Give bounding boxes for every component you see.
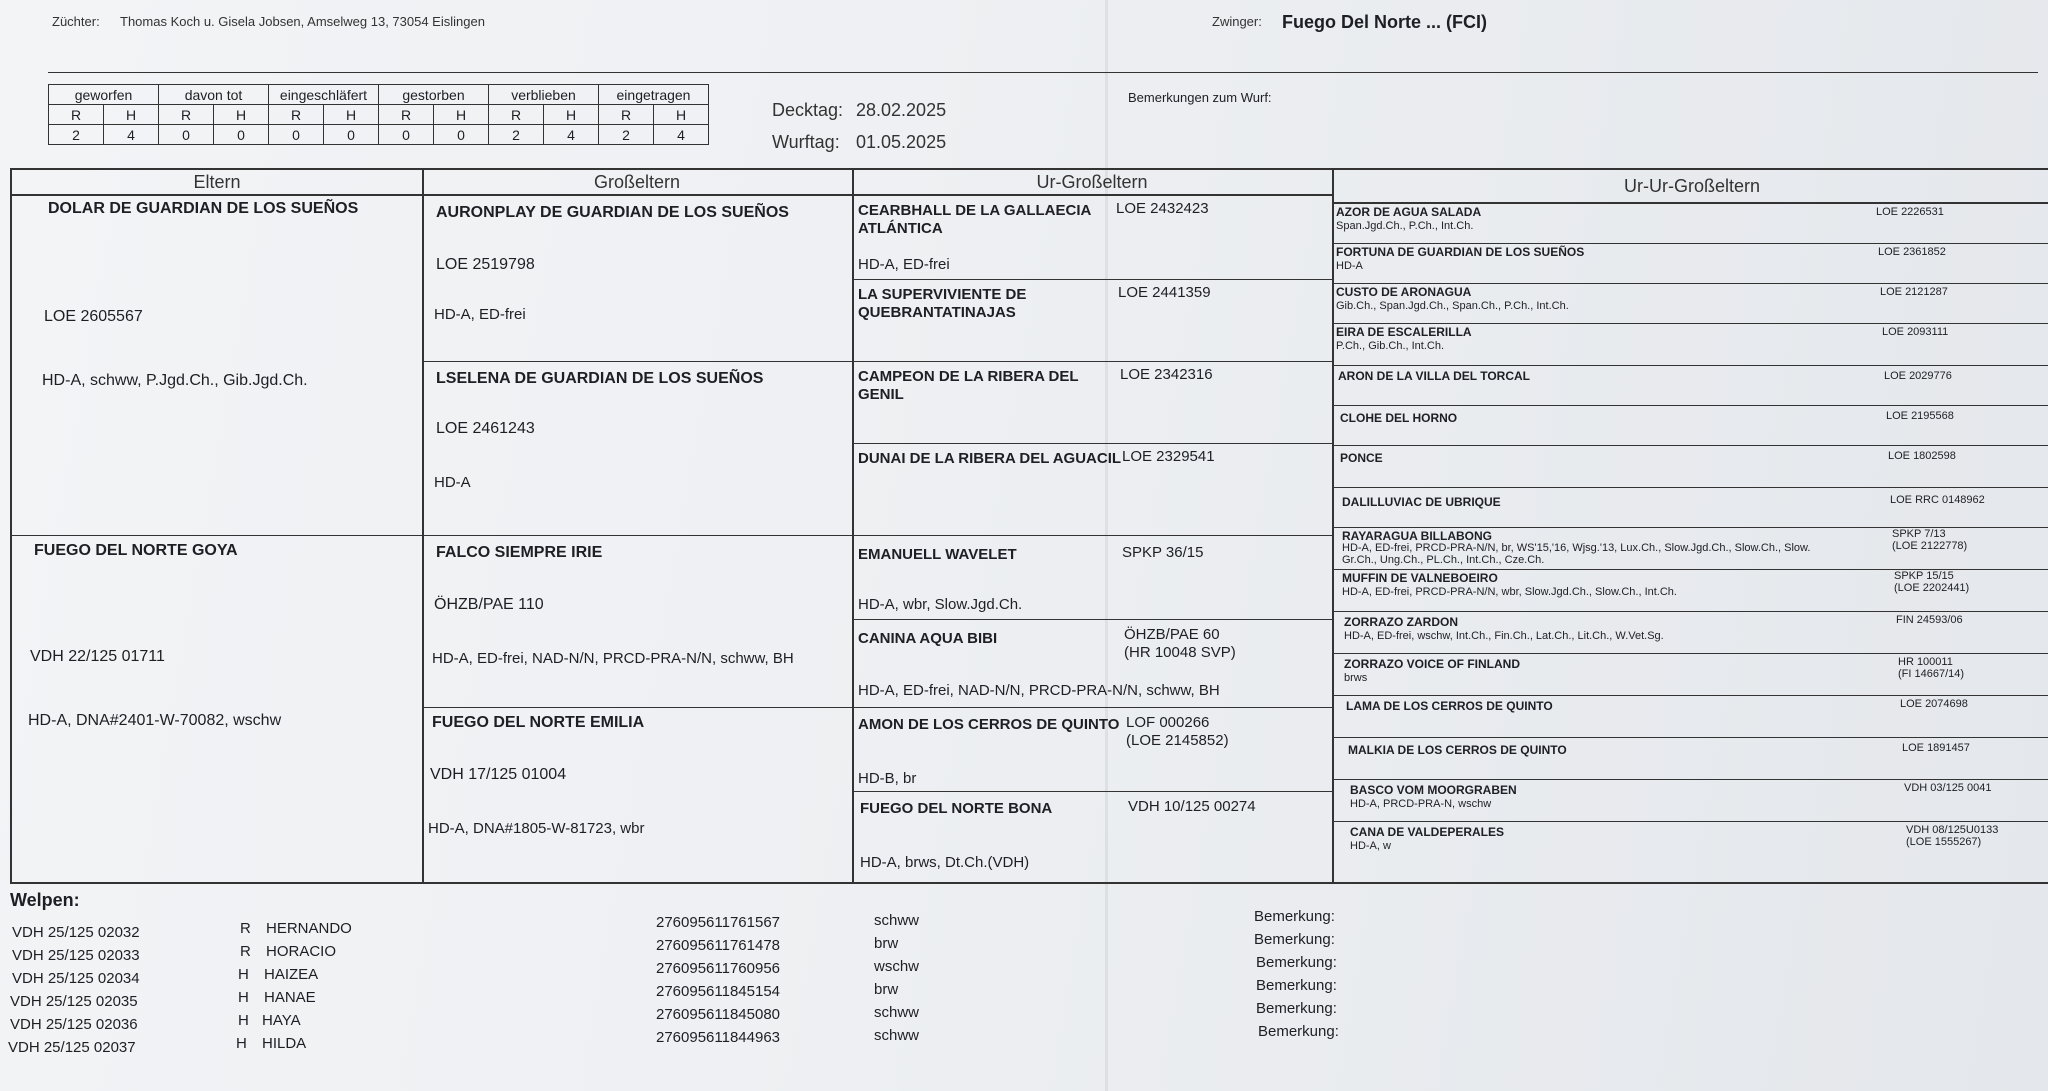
stats-sub: H — [654, 105, 709, 125]
stats-group: eingeschläfert — [269, 85, 379, 105]
gg-grandparent-reg: FIN 24593/06 — [1896, 614, 1963, 626]
puppy-remark-label: Bemerkung: — [1258, 1023, 1339, 1040]
stats-value-row — [49, 125, 709, 145]
gg-grandparent-name: PONCE — [1340, 451, 1383, 465]
great-grandparent-cell — [852, 362, 1332, 444]
puppies-title: Welpen: — [10, 890, 80, 910]
puppy-color: brw — [874, 981, 899, 998]
column-header-grandparents: Großeltern — [422, 170, 852, 196]
stats-value: 4 — [654, 125, 709, 145]
gg-grandparent-reg: SPKP 15/15 — [1894, 570, 1954, 582]
grandparent-name: AURONPLAY DE GUARDIAN DE LOS SUEÑOS — [436, 204, 789, 221]
puppy-remark-label: Bemerkung: — [1256, 1000, 1337, 1017]
gg-grandparent-cell — [1332, 406, 2048, 446]
puppy-chip: 276095611761478 — [656, 937, 781, 954]
gg-grandparent-cell — [1332, 324, 2048, 366]
great-grandparent-reg: VDH 10/125 00274 — [1128, 798, 1256, 815]
great-grandparent-name-cont: GENIL — [858, 386, 904, 403]
mating-date-label: Decktag: — [772, 100, 844, 120]
gg-grandparent-reg: LOE 1891457 — [1902, 742, 1970, 754]
gg-grandparent-name: MUFFIN DE VALNEBOEIRO — [1342, 571, 1498, 585]
puppy-chip: 276095611845080 — [656, 1006, 781, 1023]
birth-date-label: Wurftag: — [772, 132, 840, 152]
great-grandparent-name: CAMPEON DE LA RIBERA DEL — [858, 368, 1079, 385]
stats-group: davon tot — [159, 85, 269, 105]
grandparent-info: HD-A, ED-frei, NAD-N/N, PRCD-PRA-N/N, schww, BH — [432, 650, 794, 667]
gg-grandparent-cell — [1332, 446, 2048, 488]
great-grandparent-name: AMON DE LOS CERROS DE QUINTO — [858, 716, 1120, 733]
gg-grandparent-info: P.Ch., Gib.Ch., Int.Ch. — [1336, 340, 1445, 352]
parent-cell-dam — [12, 536, 422, 880]
stats-sub: R — [49, 105, 104, 125]
gg-grandparent-cell — [1332, 570, 2048, 612]
gg-grandparent-reg-alt: (LOE 2202441) — [1894, 582, 1970, 594]
litter-remarks-label: Bemerkungen zum Wurf: — [1128, 90, 1272, 105]
gg-grandparent-cell — [1332, 780, 2048, 822]
great-grandparent-reg: LOE 2441359 — [1118, 284, 1211, 301]
parent-info: HD-A, schww, P.Jgd.Ch., Gib.Jgd.Ch. — [42, 372, 308, 389]
gg-grandparent-reg: VDH 03/125 0041 — [1904, 782, 1992, 794]
gg-grandparent-name: CLOHE DEL HORNO — [1340, 411, 1458, 425]
great-grandparent-reg: LOE 2329541 — [1122, 448, 1215, 465]
puppy-reg: VDH 25/125 02037 — [8, 1039, 136, 1056]
gg-grandparent-name: ZORRAZO VOICE OF FINLAND — [1344, 657, 1520, 671]
puppy-sex: H — [238, 966, 249, 983]
parent-reg: LOE 2605567 — [44, 308, 143, 325]
puppy-sex: R — [240, 920, 251, 937]
stats-sub: H — [104, 105, 159, 125]
great-grandparent-cell — [852, 620, 1332, 708]
grandparent-reg: LOE 2461243 — [436, 420, 535, 437]
gg-grandparent-reg: LOE 2226531 — [1876, 206, 1944, 218]
stats-value: 0 — [324, 125, 379, 145]
stats-sub: H — [324, 105, 379, 125]
gg-grandparent-cell — [1332, 738, 2048, 780]
gg-grandparent-name: FORTUNA DE GUARDIAN DE LOS SUEÑOS — [1336, 245, 1585, 259]
stats-sub: H — [434, 105, 489, 125]
great-grandparent-reg: LOF 000266 — [1126, 714, 1210, 731]
gg-grandparent-name: ZORRAZO ZARDON — [1344, 615, 1458, 629]
great-grandparent-info: HD-A, ED-frei — [858, 256, 950, 273]
puppy-reg: VDH 25/125 02034 — [12, 970, 140, 987]
stats-value: 2 — [49, 125, 104, 145]
kennel-value: Fuego Del Norte ... (FCI) — [1282, 12, 1487, 32]
gg-grandparent-reg: LOE 2361852 — [1878, 246, 1946, 258]
gg-grandparent-reg: HR 100011 — [1898, 656, 1953, 668]
great-grandparent-cell — [852, 792, 1332, 880]
column-header-great-grandparents: Ur-Großeltern — [852, 170, 1332, 196]
header-rule — [48, 72, 2038, 73]
gg-grandparents-column — [1332, 170, 2048, 882]
great-grandparent-name: LA SUPERVIVIENTE DE — [858, 286, 1027, 303]
stats-value: 2 — [599, 125, 654, 145]
puppy-reg: VDH 25/125 02032 — [12, 924, 140, 941]
puppy-reg: VDH 25/125 02036 — [10, 1016, 138, 1033]
stats-sub: R — [599, 105, 654, 125]
puppy-name: HANAE — [264, 989, 316, 1006]
stats-sub: R — [379, 105, 434, 125]
great-grandparent-name: DUNAI DE LA RIBERA DEL AGUACIL — [858, 450, 1122, 467]
puppy-remark-label: Bemerkung: — [1254, 908, 1335, 925]
gg-grandparent-info: HD-A, ED-frei, PRCD-PRA-N/N, br, WS'15,'16, Wjsg.'13, Lux.Ch., Slow.Jgd.Ch., Slow.Ch., Slow. — [1342, 542, 1811, 554]
great-grandparent-reg: SPKP 36/15 — [1122, 544, 1204, 561]
great-grandparent-reg: ÖHZB/PAE 60 — [1124, 626, 1220, 643]
puppy-sex: R — [240, 943, 251, 960]
great-grandparent-cell — [852, 444, 1332, 536]
stats-value: 0 — [379, 125, 434, 145]
great-grandparent-name: CEARBHALL DE LA GALLAECIA — [858, 202, 1092, 219]
gg-grandparent-info: HD-A, w — [1350, 840, 1391, 852]
gg-grandparent-cell — [1332, 612, 2048, 654]
gg-grandparent-info: HD-A, PRCD-PRA-N, wschw — [1350, 798, 1492, 810]
puppy-color: schww — [874, 1027, 920, 1044]
puppy-reg: VDH 25/125 02033 — [12, 947, 140, 964]
great-grandparent-info: HD-A, brws, Dt.Ch.(VDH) — [860, 854, 1030, 871]
great-grandparent-info: HD-A, ED-frei, NAD-N/N, PRCD-PRA-N/N, schww, BH — [858, 682, 1220, 699]
puppy-name: HILDA — [262, 1035, 307, 1052]
parents-column — [12, 170, 424, 882]
stats-value: 4 — [544, 125, 599, 145]
parent-name: FUEGO DEL NORTE GOYA — [34, 542, 238, 559]
puppy-reg: VDH 25/125 02035 — [10, 993, 138, 1010]
birth-date-value: 01.05.2025 — [856, 132, 947, 152]
gg-grandparent-info-cont: Gr.Ch., Ung.Ch., PL.Ch., Int.Ch., Cze.Ch. — [1342, 554, 1545, 566]
grandparent-info: HD-A, DNA#1805-W-81723, wbr — [428, 820, 645, 837]
gg-grandparent-cell — [1332, 244, 2048, 284]
column-header-gg-grandparents: Ur-Ur-Großeltern — [1332, 170, 2048, 204]
grandparents-column — [422, 170, 854, 882]
great-grandparent-cell — [852, 536, 1332, 620]
puppy-name: HAIZEA — [264, 966, 319, 983]
puppy-color: wschw — [874, 958, 920, 975]
puppy-remark-label: Bemerkung: — [1256, 954, 1337, 971]
grandparent-cell — [422, 196, 852, 362]
great-grandparent-cell — [852, 708, 1332, 792]
gg-grandparent-reg: LOE 2029776 — [1884, 370, 1952, 382]
gg-grandparent-name: EIRA DE ESCALERILLA — [1336, 325, 1472, 339]
stats-group: geworfen — [49, 85, 159, 105]
stats-group: verblieben — [489, 85, 599, 105]
puppy-chip: 276095611761567 — [656, 914, 781, 931]
great-grandparent-info: HD-A, wbr, Slow.Jgd.Ch. — [858, 596, 1023, 613]
puppy-color: schww — [874, 1004, 920, 1021]
grandparent-reg: VDH 17/125 01004 — [430, 766, 567, 783]
puppy-name: HAYA — [262, 1012, 301, 1029]
grandparent-reg: LOE 2519798 — [436, 256, 535, 273]
stats-value: 2 — [489, 125, 544, 145]
gg-grandparent-info: HD-A, ED-frei, PRCD-PRA-N/N, wbr, Slow.Jgd.Ch., Slow.Ch., Int.Ch. — [1342, 586, 1677, 598]
parent-name: DOLAR DE GUARDIAN DE LOS SUEÑOS — [48, 200, 359, 217]
gg-grandparent-name: MALKIA DE LOS CERROS DE QUINTO — [1348, 743, 1567, 757]
grandparent-cell — [422, 536, 852, 708]
stats-value: 0 — [159, 125, 214, 145]
stats-sub-row — [49, 105, 709, 125]
great-grandparent-name: EMANUELL WAVELET — [858, 546, 1017, 563]
gg-grandparent-name: LAMA DE LOS CERROS DE QUINTO — [1346, 699, 1553, 713]
gg-grandparent-reg: SPKP 7/13 — [1892, 528, 1946, 540]
grandparent-cell — [422, 362, 852, 536]
stats-value: 0 — [434, 125, 489, 145]
gg-grandparent-info: HD-A, ED-frei, wschw, Int.Ch., Fin.Ch., Lat.Ch., Lit.Ch., W.Vet.Sg. — [1344, 630, 1664, 642]
gg-grandparent-name: AZOR DE AGUA SALADA — [1336, 205, 1482, 219]
parent-info: HD-A, DNA#2401-W-70082, wschw — [28, 712, 282, 729]
stats-sub: R — [269, 105, 324, 125]
gg-grandparent-reg: LOE 2093111 — [1882, 326, 1949, 338]
gg-grandparent-cell — [1332, 822, 2048, 880]
puppy-color: schww — [874, 912, 920, 929]
gg-grandparent-reg: LOE 2195568 — [1886, 410, 1954, 422]
stats-group-row — [49, 85, 709, 105]
great-grandparent-reg-alt: (LOE 2145852) — [1126, 732, 1229, 749]
parent-cell-sire — [12, 196, 422, 536]
stats-sub: H — [214, 105, 269, 125]
stats-value: 0 — [269, 125, 324, 145]
gg-grandparent-reg: LOE 1802598 — [1888, 450, 1956, 462]
great-grandparent-name-cont: QUEBRANTATINAJAS — [858, 304, 1016, 321]
great-grandparent-info: HD-B, br — [858, 770, 917, 787]
puppy-sex: H — [238, 1012, 249, 1029]
grandparent-info: HD-A, ED-frei — [434, 306, 526, 323]
great-grandparent-cell — [852, 196, 1332, 280]
stats-group: eingetragen — [599, 85, 709, 105]
breeder-value: Thomas Koch u. Gisela Jobsen, Amselweg 13, 73054 Eislingen — [120, 14, 485, 29]
gg-grandparent-cell — [1332, 528, 2048, 570]
gg-grandparent-cell — [1332, 284, 2048, 324]
stats-value: 0 — [214, 125, 269, 145]
gg-grandparent-info: Gib.Ch., Span.Jgd.Ch., Span.Ch., P.Ch., Int.Ch. — [1336, 300, 1569, 312]
grandparent-cell — [422, 708, 852, 880]
gg-grandparent-cell — [1332, 696, 2048, 738]
gg-grandparent-reg-alt: (LOE 2122778) — [1892, 540, 1968, 552]
puppy-color: brw — [874, 935, 899, 952]
gg-grandparent-info: HD-A — [1336, 260, 1363, 272]
puppy-name: HERNANDO — [266, 920, 352, 937]
stats-sub: R — [159, 105, 214, 125]
gg-grandparent-reg: LOE 2121287 — [1880, 286, 1948, 298]
great-grandparent-cell — [852, 280, 1332, 362]
gg-grandparent-name: DALILLUVIAC DE UBRIQUE — [1342, 495, 1501, 509]
puppy-remark-label: Bemerkung: — [1254, 931, 1335, 948]
gg-grandparent-reg-alt: (FI 14667/14) — [1898, 668, 1965, 680]
breeder-label: Züchter: — [52, 14, 100, 29]
gg-grandparent-name: RAYARAGUA BILLABONG — [1342, 529, 1493, 543]
great-grandparent-reg: LOE 2342316 — [1120, 366, 1213, 383]
great-grandparent-name: CANINA AQUA BIBI — [858, 630, 998, 647]
gg-grandparent-reg: LOE RRC 0148962 — [1890, 494, 1985, 506]
puppy-sex: H — [238, 989, 249, 1006]
great-grandparent-name-cont: ATLÁNTICA — [858, 220, 943, 237]
great-grandparent-reg: LOE 2432423 — [1116, 200, 1209, 217]
gg-grandparent-name: BASCO VOM MOORGRABEN — [1350, 783, 1517, 797]
grandparent-info: HD-A — [434, 474, 471, 491]
parent-reg: VDH 22/125 01711 — [30, 648, 165, 665]
grandparent-name: LSELENA DE GUARDIAN DE LOS SUEÑOS — [436, 370, 764, 387]
grandparent-reg: ÖHZB/PAE 110 — [434, 596, 544, 613]
gg-grandparent-reg-alt: (LOE 1555267) — [1906, 836, 1982, 848]
great-grandparents-column — [852, 170, 1334, 882]
gg-grandparent-name: CUSTO DE ARONAGUA — [1336, 285, 1472, 299]
great-grandparent-name: FUEGO DEL NORTE BONA — [860, 800, 1053, 817]
column-header-parents: Eltern — [12, 170, 422, 196]
puppy-remark-label: Bemerkung: — [1256, 977, 1337, 994]
stats-value: 4 — [104, 125, 159, 145]
puppy-name: HORACIO — [266, 943, 337, 960]
puppy-chip: 276095611844963 — [656, 1029, 781, 1046]
grandparent-name: FUEGO DEL NORTE EMILIA — [432, 714, 645, 731]
puppy-sex: H — [236, 1035, 247, 1052]
litter-stats-table — [48, 84, 709, 145]
gg-grandparent-info: brws — [1344, 672, 1368, 684]
gg-grandparent-cell — [1332, 488, 2048, 528]
gg-grandparent-reg: LOE 2074698 — [1900, 698, 1968, 710]
gg-grandparent-name: ARON DE LA VILLA DEL TORCAL — [1338, 369, 1530, 383]
gg-grandparent-reg: VDH 08/125U0133 — [1906, 824, 1999, 836]
kennel-label: Zwinger: — [1212, 14, 1262, 29]
puppy-chip: 276095611760956 — [656, 960, 781, 977]
gg-grandparent-name: CANA DE VALDEPERALES — [1350, 825, 1505, 839]
mating-date-value: 28.02.2025 — [856, 100, 947, 120]
stats-sub: R — [489, 105, 544, 125]
stats-group: gestorben — [379, 85, 489, 105]
gg-grandparent-cell — [1332, 204, 2048, 244]
gg-grandparent-info: Span.Jgd.Ch., P.Ch., Int.Ch. — [1336, 220, 1474, 232]
gg-grandparent-cell — [1332, 654, 2048, 696]
grandparent-name: FALCO SIEMPRE IRIE — [436, 544, 603, 561]
puppy-chip: 276095611845154 — [656, 983, 781, 1000]
stats-sub: H — [544, 105, 599, 125]
pedigree-grid — [10, 168, 2048, 884]
gg-grandparent-cell — [1332, 366, 2048, 406]
great-grandparent-reg-alt: (HR 10048 SVP) — [1124, 644, 1236, 661]
